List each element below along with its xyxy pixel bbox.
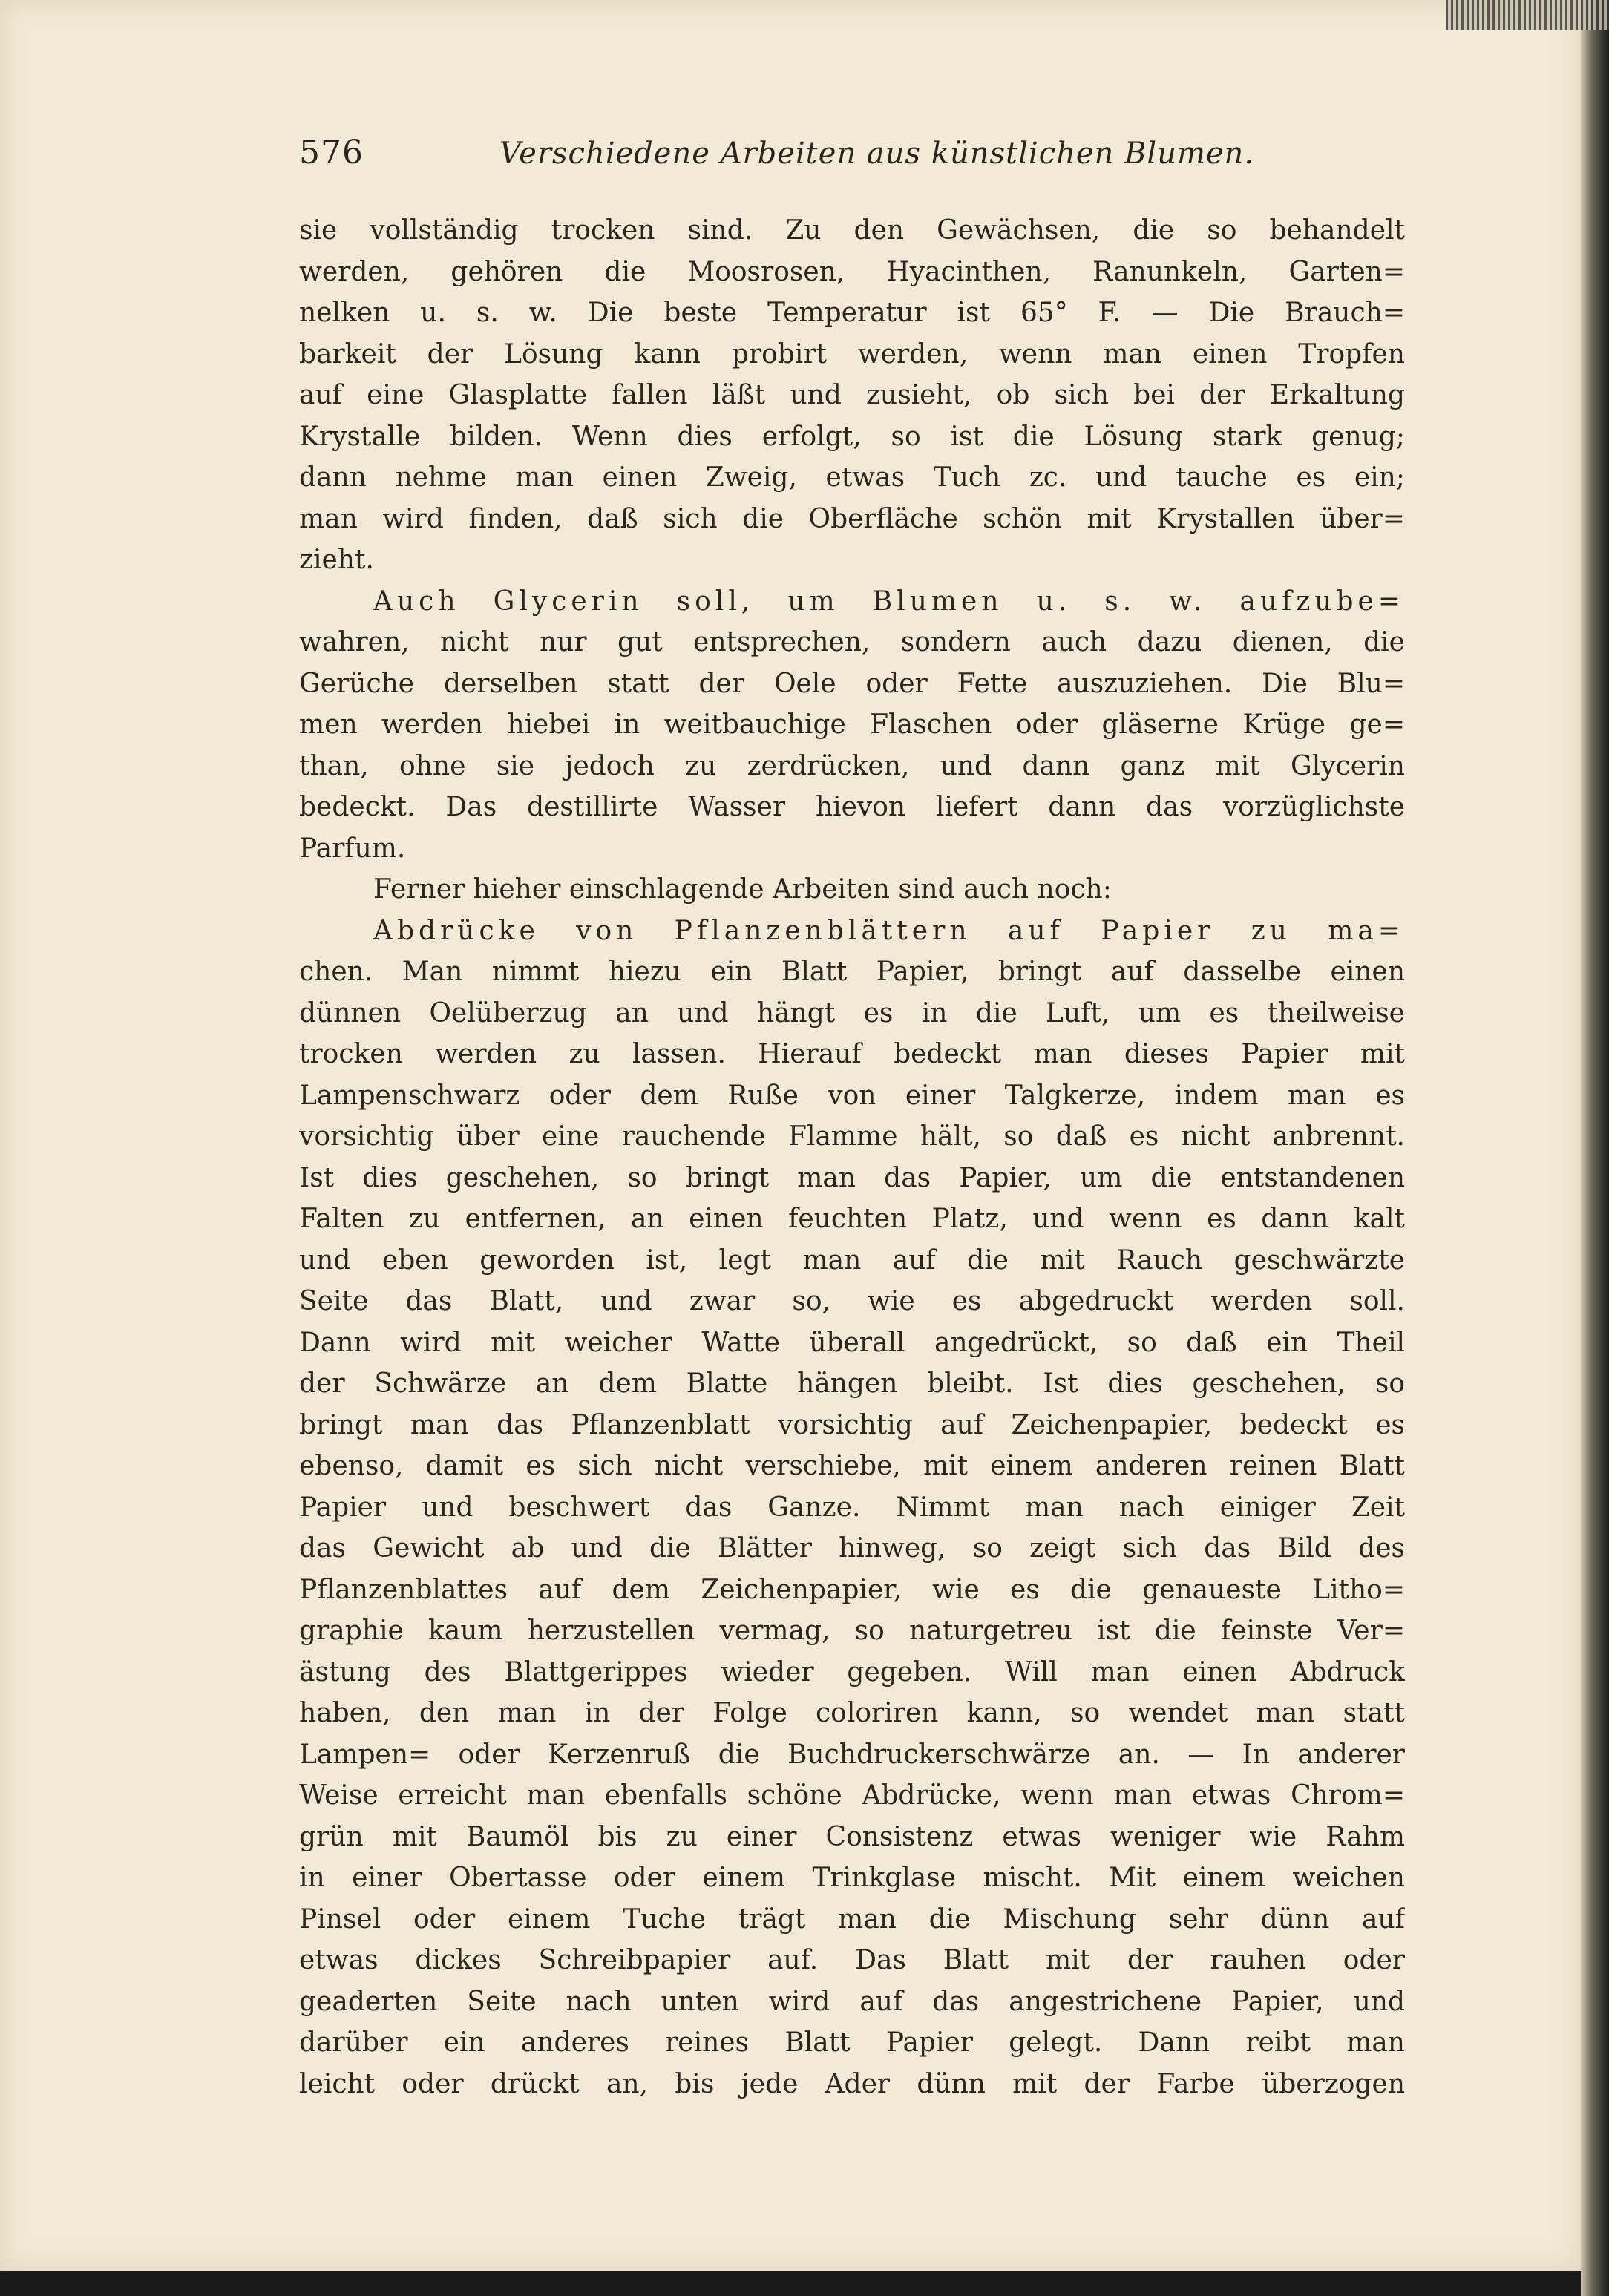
text-line: chen. Man nimmt hiezu ein Blatt Papier, bringt auf dasselbe einen xyxy=(299,957,1405,987)
text-line: haben, den man in der Folge coloriren kann, so wendet man statt xyxy=(299,1698,1405,1728)
page-number: 576 xyxy=(299,134,364,171)
book-spine-edge xyxy=(1446,0,1609,30)
text-line: barkeit der Lösung kann probirt werden, wenn man einen Tropfen xyxy=(299,338,1405,370)
text-line: dünnen Oelüberzug an und hängt es in die Luft, um es theilweise xyxy=(299,997,1405,1029)
text-line: und eben geworden ist, legt man auf die mit Rauch geschwärzte xyxy=(299,1244,1405,1276)
text-line: Lampen= oder Kerzenruß die Buchdruckerschwärze an. — In anderer xyxy=(299,1739,1405,1770)
text-line: than, ohne sie jedoch zu zerdrücken, und dann ganz mit Glycerin xyxy=(299,750,1405,781)
text-line: nelken u. s. w. Die beste Temperatur ist 65° F. — Die Brauch= xyxy=(299,298,1405,328)
text-line: Ferner hieher einschlagende Arbeiten sind auch noch: xyxy=(373,874,1112,905)
body-text xyxy=(299,210,1405,2105)
text-line: wahren, nicht nur gut entsprechen, sondern auch dazu dienen, die xyxy=(299,627,1405,657)
text-line: Pinsel oder einem Tuche trägt man die Mischung sehr dünn auf xyxy=(299,1903,1405,1935)
text-line: vorsichtig über eine rauchende Flamme hält, so daß es nicht anbrennt. xyxy=(299,1121,1405,1152)
page-edge xyxy=(1581,0,1609,2296)
text-line: Pflanzenblattes auf dem Zeichenpapier, wie es die genaueste Litho= xyxy=(299,1574,1405,1605)
text-line: grün mit Baumöl bis zu einer Consistenz etwas weniger wie Rahm xyxy=(299,1821,1405,1852)
text-line: men werden hiebei in weitbauchige Flaschen oder gläserne Krüge ge= xyxy=(299,709,1405,740)
text-line: man wird finden, daß sich die Oberfläche schön mit Krystallen über= xyxy=(299,503,1405,534)
text-line: bringt man das Pflanzenblatt vorsichtig auf Zeichenpapier, bedeckt es xyxy=(299,1409,1405,1440)
text-line: bedeckt. Das destillirte Wasser hievon liefert dann das vorzüglichste xyxy=(299,792,1405,822)
text-line: ästung des Blattgerippes wieder gegeben. Will man einen Abdruck xyxy=(299,1656,1405,1687)
text-line: trocken werden zu lassen. Hierauf bedeckt man dieses Papier mit xyxy=(299,1039,1405,1069)
text-line: Parfum. xyxy=(299,833,406,864)
text-line: Seite das Blatt, und zwar so, wie es abgedruckt werden soll. xyxy=(299,1286,1405,1316)
text-line: der Schwärze an dem Blatte hängen bleibt. Ist dies geschehen, so xyxy=(299,1368,1405,1399)
text-line: Ist dies geschehen, so bringt man das Papier, um die entstandenen xyxy=(299,1162,1405,1193)
text-line: das Gewicht ab und die Blätter hinweg, so zeigt sich das Bild des xyxy=(299,1533,1405,1564)
text-line: Lampenschwarz oder dem Ruße von einer Talgkerze, indem man es xyxy=(299,1080,1405,1111)
text-line: graphie kaum herzustellen vermag, so naturgetreu ist die feinste Ver= xyxy=(299,1616,1405,1646)
text-line: Krystalle bilden. Wenn dies erfolgt, so ist die Lösung stark genug; xyxy=(299,421,1405,452)
page-header xyxy=(299,134,1405,186)
text-line: zieht. xyxy=(299,545,374,575)
text-line: in einer Obertasse oder einem Trinkglase mischt. Mit einem weichen xyxy=(299,1863,1405,1893)
text-line: Weise erreicht man ebenfalls schöne Abdrücke, wenn man etwas Chrom= xyxy=(299,1780,1405,1811)
text-line: ebenso, damit es sich nicht verschiebe, mit einem anderen reinen Blatt xyxy=(299,1451,1405,1481)
running-title: Verschiedene Arbeiten aus künstlichen Blumen. xyxy=(499,137,1255,171)
text-line: Falten zu entfernen, an einen feuchten Platz, und wenn es dann kalt xyxy=(299,1204,1405,1234)
text-line: leicht oder drückt an, bis jede Ader dünn mit der Farbe überzogen xyxy=(299,2068,1405,2099)
text-line: Gerüche derselben statt der Oele oder Fette auszuziehen. Die Blu= xyxy=(299,668,1405,699)
text-line: darüber ein anderes reines Blatt Papier gelegt. Dann reibt man xyxy=(299,2027,1405,2058)
text-line: Papier und beschwert das Ganze. Nimmt man nach einiger Zeit xyxy=(299,1492,1405,1523)
text-line: Auch Glycerin soll, um Blumen u. s. w. aufzube= xyxy=(373,586,1405,617)
text-line: geaderten Seite nach unten wird auf das angestrichene Papier, und xyxy=(299,1986,1405,2017)
text-line: Dann wird mit weicher Watte überall angedrückt, so daß ein Theil xyxy=(299,1327,1405,1358)
text-line: sie vollständig trocken sind. Zu den Gewächsen, die so behandelt xyxy=(299,215,1405,246)
text-line: etwas dickes Schreibpapier auf. Das Blatt mit der rauhen oder xyxy=(299,1945,1405,1975)
text-line: werden, gehören die Moosrosen, Hyacinthen, Ranunkeln, Garten= xyxy=(299,256,1405,287)
text-line: Abdrücke von Pflanzenblättern auf Papier zu ma= xyxy=(373,915,1405,946)
text-line: dann nehme man einen Zweig, etwas Tuch zc. und tauche es ein; xyxy=(299,462,1405,493)
text-line: auf eine Glasplatte fallen läßt und zusieht, ob sich bei der Erkaltung xyxy=(299,380,1405,410)
